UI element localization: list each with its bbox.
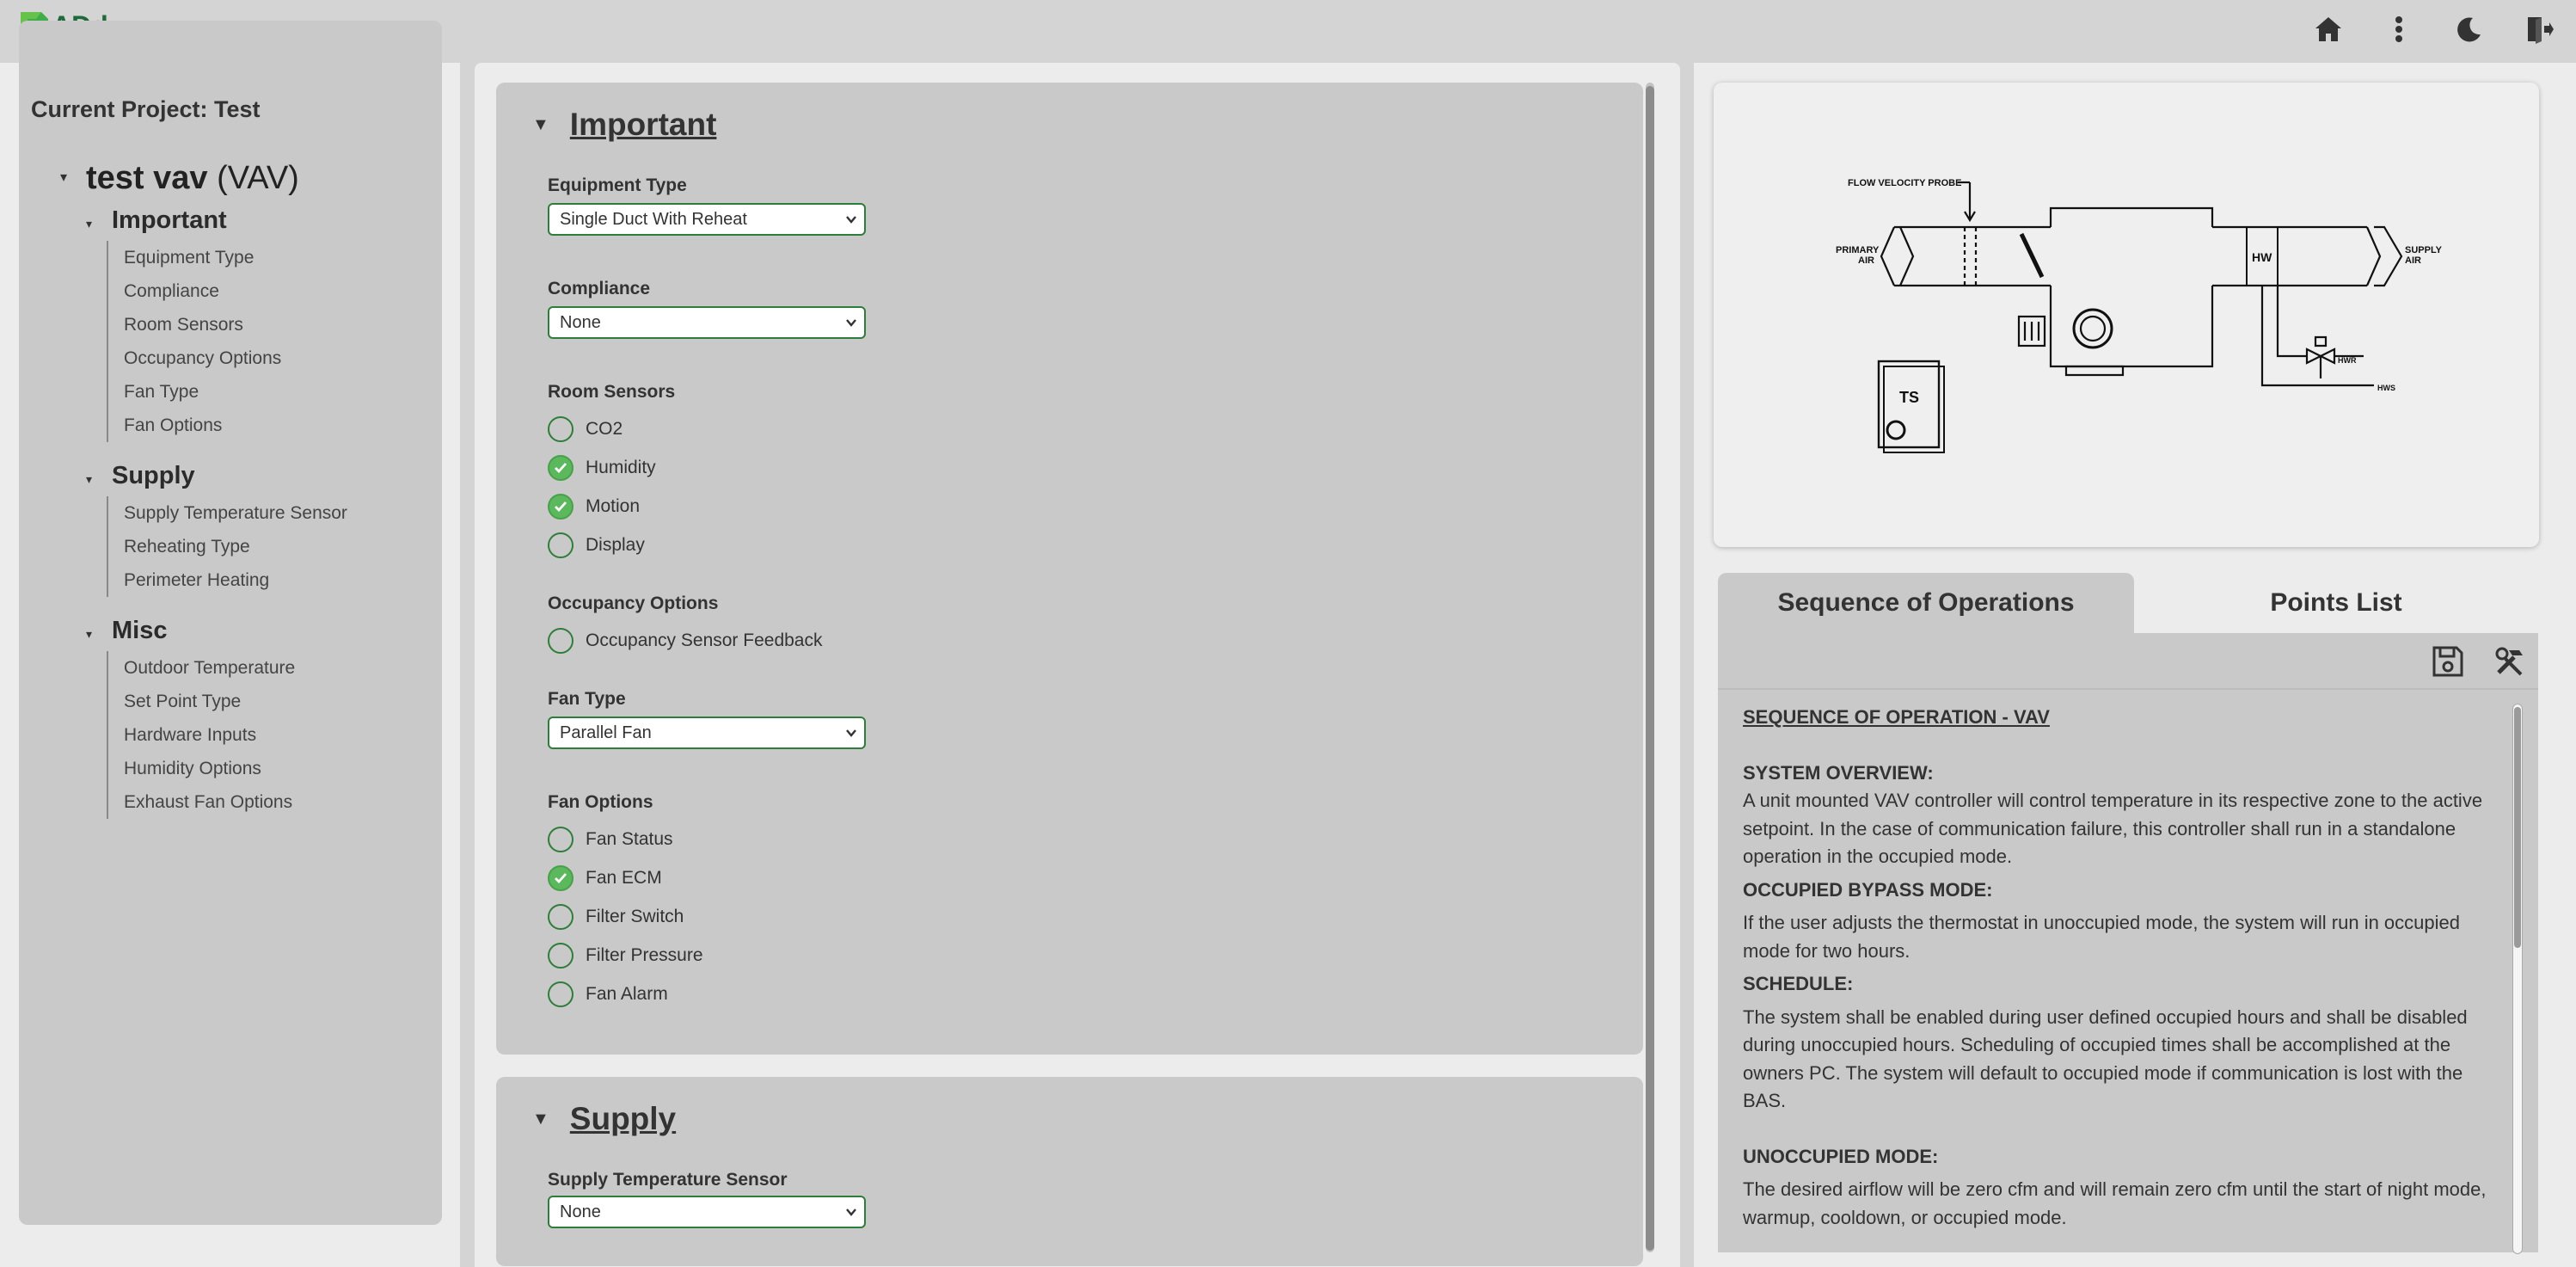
radio-checked[interactable] xyxy=(548,865,573,891)
chevron-down-icon xyxy=(845,317,857,329)
fan-option-status[interactable] xyxy=(548,827,673,852)
vav-diagram-card xyxy=(1714,83,2539,547)
tree-root-caret-icon[interactable]: ▾ xyxy=(60,170,68,185)
diagram-supply-label: SUPPLY xyxy=(2405,245,2443,255)
sequence-scrollbar-thumb[interactable] xyxy=(2514,707,2521,948)
vav-schematic-diagram xyxy=(1714,83,2539,547)
check-icon xyxy=(553,870,568,886)
chevron-down-icon xyxy=(845,1206,857,1218)
room-sensor-option-humidity[interactable] xyxy=(548,455,656,481)
option-label: Filter Switch xyxy=(586,907,684,926)
occupancy-options-label: Occupancy Options xyxy=(548,594,719,613)
tree-item-list xyxy=(107,241,281,442)
schedule-heading: SCHEDULE: xyxy=(1743,973,1854,994)
fan-type-value: Parallel Fan xyxy=(560,723,652,742)
supply-temp-sensor-value: None xyxy=(560,1202,601,1221)
diagram-hws-label: HWS xyxy=(2377,384,2395,392)
radio-unchecked[interactable] xyxy=(548,981,573,1007)
radio-checked[interactable] xyxy=(548,494,573,520)
compliance-select[interactable] xyxy=(548,306,866,339)
tree-item-list xyxy=(107,651,295,819)
diagram-primary-label: PRIMARY xyxy=(1836,245,1880,255)
compliance-value: None xyxy=(560,313,601,332)
radio-unchecked[interactable] xyxy=(548,532,573,558)
compliance-label: Compliance xyxy=(548,279,651,298)
unoccupied-text: The desired airflow will be zero cfm and will remain zero cfm until the start of night mode, warmup, cooldown, or occupied mode. xyxy=(1743,1178,2487,1228)
chevron-down-icon xyxy=(845,727,857,739)
diagram-hw-label: HW xyxy=(2252,250,2272,264)
check-icon xyxy=(553,460,568,476)
radio-unchecked[interactable] xyxy=(548,904,573,930)
section-title: Supply xyxy=(569,1101,677,1136)
toolbar-divider xyxy=(1718,688,2538,690)
moon-icon[interactable] xyxy=(2452,12,2487,46)
option-label: CO2 xyxy=(586,419,623,439)
bypass-text: If the user adjusts the thermostat in unoccupied mode, the system will run in occupied mode for two hours. xyxy=(1743,912,2460,962)
chevron-down-icon xyxy=(845,213,857,225)
save-icon[interactable] xyxy=(2432,645,2464,682)
tree-item[interactable]: Exhaust Fan Options xyxy=(124,792,293,812)
tree-item[interactable]: Perimeter Heating xyxy=(124,570,270,590)
project-tree-panel xyxy=(19,21,442,1225)
diagram-ts-label: TS xyxy=(1899,389,1920,406)
radio-unchecked[interactable] xyxy=(548,416,573,442)
sequence-title: SEQUENCE OF OPERATION - VAV xyxy=(1743,706,2050,728)
tree-item[interactable]: Reheating Type xyxy=(124,537,250,557)
option-label: Filter Pressure xyxy=(586,945,703,965)
supply-temp-sensor-label: Supply Temperature Sensor xyxy=(548,1170,788,1190)
equipment-type-label: Equipment Type xyxy=(548,175,687,195)
room-sensors-label: Room Sensors xyxy=(548,382,676,402)
spacer xyxy=(1743,732,2499,760)
tree-root-label[interactable] xyxy=(86,160,299,197)
fan-option-alarm[interactable] xyxy=(548,981,668,1007)
diagram-primary-air-label: AIR xyxy=(1858,255,1874,266)
tree-item[interactable]: Room Sensors xyxy=(124,315,243,335)
diagram-flow-probe-label: FLOW VELOCITY PROBE xyxy=(1848,178,1962,188)
option-label: Motion xyxy=(586,496,641,516)
section-header[interactable] xyxy=(532,1101,676,1137)
fan-type-select[interactable] xyxy=(548,717,866,749)
tree-item[interactable]: Supply Temperature Sensor xyxy=(124,503,347,523)
section-caret-icon[interactable]: ▼ xyxy=(532,114,549,134)
radio-checked[interactable] xyxy=(548,455,573,481)
option-label: Display xyxy=(586,535,645,555)
spacer xyxy=(1743,1116,2499,1143)
fan-options-label: Fan Options xyxy=(548,792,653,812)
fan-option-filter-pressure[interactable] xyxy=(548,943,703,969)
logout-icon[interactable] xyxy=(2523,12,2557,46)
bypass-heading: OCCUPIED BYPASS MODE: xyxy=(1743,878,1993,901)
tree-item[interactable]: Set Point Type xyxy=(124,692,242,711)
tree-item[interactable]: Equipment Type xyxy=(124,248,255,268)
section-supply xyxy=(496,1077,1643,1266)
sequence-text xyxy=(1743,704,2499,1232)
tree-item-list xyxy=(107,496,347,597)
tree-item[interactable]: Humidity Options xyxy=(124,759,261,778)
option-label: Fan Alarm xyxy=(586,984,668,1004)
option-label: Occupancy Sensor Feedback xyxy=(586,630,823,650)
tab-points-list[interactable]: Points List xyxy=(2134,573,2538,633)
tree-item[interactable]: Outdoor Temperature xyxy=(124,658,296,678)
room-sensor-option-display[interactable] xyxy=(548,532,645,558)
tree-item[interactable]: Compliance xyxy=(124,281,219,301)
tree-root-name: test vav xyxy=(86,160,208,196)
tree-group-caret-icon[interactable]: ▾ xyxy=(86,627,93,641)
tools-icon[interactable] xyxy=(2493,645,2526,682)
fan-option-ecm[interactable] xyxy=(548,865,662,891)
home-icon[interactable] xyxy=(2311,12,2346,46)
overview-text: A unit mounted VAV controller will control temperature in its respective zone to the active setpoint. In the case of communication failure, this controller shall run in a standalone operation in the occupied mode. xyxy=(1743,790,2483,867)
current-project-title: Current Project: Test xyxy=(31,96,261,122)
equipment-type-value: Single Duct With Reheat xyxy=(560,210,747,229)
tree-group-label[interactable]: Supply xyxy=(112,462,195,489)
radio-unchecked[interactable] xyxy=(548,628,573,654)
overview-heading: SYSTEM OVERVIEW: xyxy=(1743,761,1934,784)
option-label: Fan Status xyxy=(586,829,673,849)
tree-item[interactable]: Occupancy Options xyxy=(124,348,282,368)
form-scrollbar-thumb[interactable] xyxy=(1646,86,1654,1251)
more-vert-icon[interactable] xyxy=(2382,12,2416,46)
diagram-hwr-label: HWR xyxy=(2338,356,2357,365)
tree-group-label[interactable]: Important xyxy=(112,206,227,234)
tab-sequence-of-operations[interactable]: Sequence of Operations xyxy=(1718,573,2134,633)
radio-unchecked[interactable] xyxy=(548,943,573,969)
section-caret-icon[interactable]: ▼ xyxy=(532,1109,549,1129)
sequence-tabs xyxy=(1718,573,2538,633)
tree-item[interactable]: Fan Options xyxy=(124,415,223,435)
section-title: Important xyxy=(569,107,717,142)
equipment-type-select[interactable] xyxy=(548,203,866,236)
tree-root-type: (VAV) xyxy=(217,160,299,196)
fan-type-label: Fan Type xyxy=(548,689,626,709)
unoccupied-heading: UNOCCUPIED MODE: xyxy=(1743,1145,1939,1167)
schedule-text: The system shall be enabled during user defined occupied hours and shall be disabled during unoccupied hours. Scheduling of occupied times shall be accomplished at the owners PC. The system will default to occupied mode if communication is lost with the BAS. xyxy=(1743,1006,2468,1111)
radio-unchecked[interactable] xyxy=(548,827,573,852)
room-sensor-option-co2[interactable] xyxy=(548,416,623,442)
room-sensor-option-motion[interactable] xyxy=(548,494,640,520)
occupancy-option-sensor-feedback[interactable] xyxy=(548,628,822,654)
fan-option-filter-switch[interactable] xyxy=(548,904,684,930)
section-header[interactable] xyxy=(532,107,716,143)
supply-temp-sensor-select[interactable] xyxy=(548,1196,866,1228)
tree-item[interactable]: Hardware Inputs xyxy=(124,725,257,745)
diagram-supply-air-label: AIR xyxy=(2405,255,2421,266)
tree-item[interactable]: Fan Type xyxy=(124,382,199,402)
tree-group-caret-icon[interactable]: ▾ xyxy=(86,472,93,486)
section-important xyxy=(496,83,1643,1055)
check-icon xyxy=(553,499,568,514)
option-label: Fan ECM xyxy=(586,868,662,888)
tree-group-label[interactable]: Misc xyxy=(112,617,168,644)
option-label: Humidity xyxy=(586,458,656,477)
tree-group-caret-icon[interactable]: ▾ xyxy=(86,217,93,231)
